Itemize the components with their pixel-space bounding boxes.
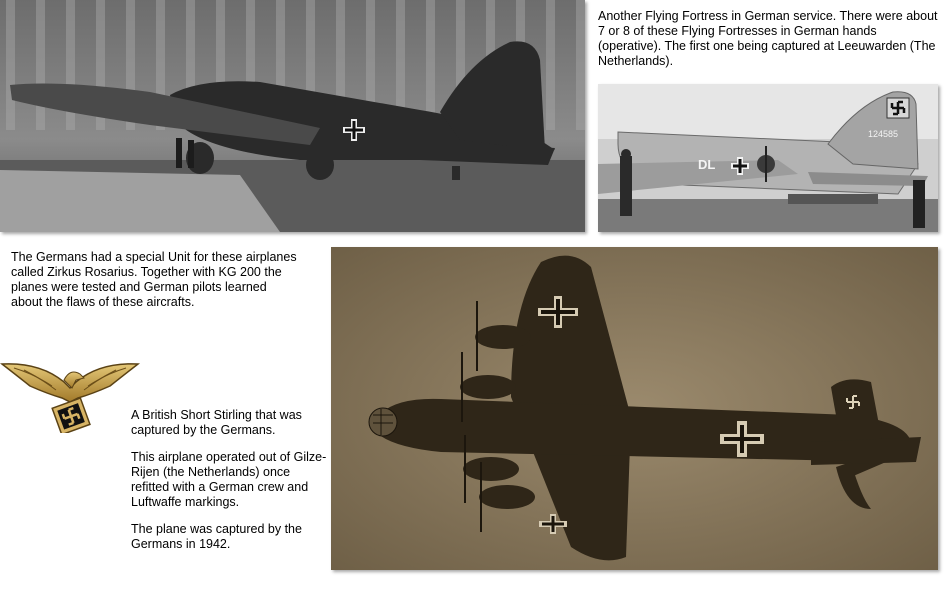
caption-flying-fortress: [598, 9, 943, 81]
caption-stirling-1942: The plane was captured by the Germans in 1942.: [131, 522, 302, 551]
fuselage-code-label: DL: [698, 157, 716, 172]
caption-zirkus-rosarius-text: The Germans had a special Unit for these airplanes called Zirkus Rosarius. Together with KG 200 the planes were tested and German pilots learned about the flaws of these aircrafts.: [11, 250, 297, 309]
luftwaffe-eagle-icon: [0, 358, 140, 433]
photo-b17-ground-right: [598, 84, 938, 232]
caption-zirkus-rosarius: [11, 250, 301, 322]
caption-short-stirling: [131, 408, 331, 564]
caption-stirling-intro: A British Short Stirling that was captured by the Germans.: [131, 408, 302, 437]
photo-short-stirling-flight: [331, 247, 938, 570]
photo-b17-ground-left: [0, 0, 585, 232]
caption-flying-fortress-text: Another Flying Fortress in German service. There were about 7 or 8 of these Flying Fortresses in German hands (operative). The first one being captured at Leeuwarden (The Netherlands).: [598, 9, 938, 68]
caption-stirling-gilze-rijen: This airplane operated out of Gilze-Rijen (the Netherlands) once refitted with a German crew and Luftwaffe markings.: [131, 450, 327, 509]
tail-serial-label: 124585: [868, 129, 899, 139]
